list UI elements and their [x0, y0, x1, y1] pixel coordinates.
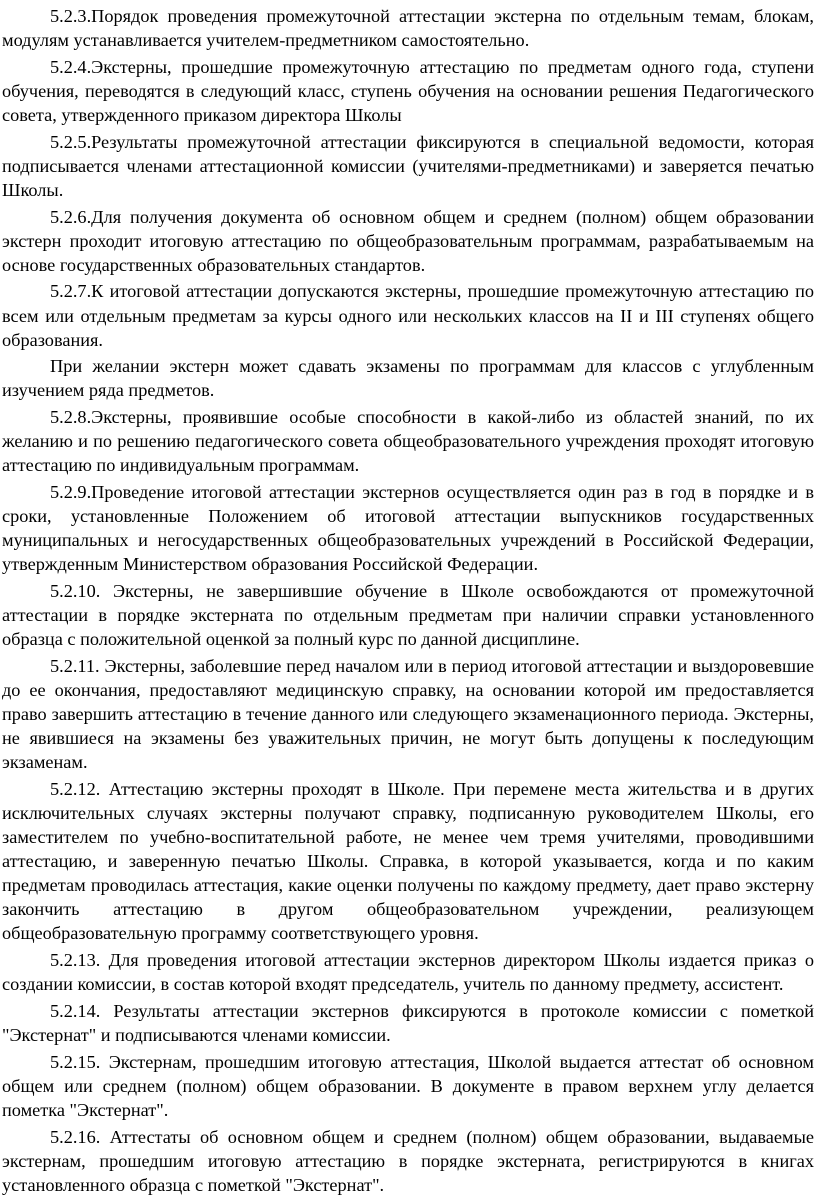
paragraph-5-2-10: 5.2.10. Экстерны, не завершившие обучение в Школе освобождаются от промежуточной аттестации в порядке экстерната по отдельным предметам при наличии справки установленного образца с положительной оценкой за полный курс по данной дисциплине. [2, 580, 814, 650]
paragraph-5-2-15: 5.2.15. Экстернам, прошедшим итоговую аттестация, Школой выдается аттестат об основном общем или среднем (полном) общем образовании. В документе в правом верхнем углу делается пометка "Экстернат". [2, 1051, 814, 1120]
paragraph-5-2-13: 5.2.13. Для проведения итоговой аттестации экстернов директором Школы издается приказ о создании комиссии, в состав которой входят председатель, учитель по данному предмету, ассистент. [2, 950, 814, 995]
paragraph-5-2-11: 5.2.11. Экстерны, заболевшие перед началом или в период итоговой аттестации и выздоровевшие до ее окончания, предоставляют медицинскую справку, на основании которой им предоставляется право завершить аттестацию в течение данного или следующего экзаменационного периода. Экстерны, не явившиеся на экзамены без уважительных причин, не могут быть допущены к последующим экзаменам. [2, 655, 814, 773]
paragraph-5-2-3: 5.2.3.Порядок проведения промежуточной аттестации экстерна по отдельным темам, блокам, модулям устанавливается учителем-предметником самостоятельно. [2, 6, 814, 51]
paragraph-5-2-4: 5.2.4.Экстерны, прошедшие промежуточную аттестацию по предметам одного года, ступени обучения, переводятся в следующий класс, ступень обучения на основании решения Педагогического совета, утвержденного приказом директора Школы [2, 56, 814, 125]
paragraph-5-2-6: 5.2.6.Для получения документа об основном общем и среднем (полном) общем образовании экстерн проходит итоговую аттестацию по общеобразовательным программам, разрабатываемым на основе государственных образовательных стандартов. [2, 206, 814, 275]
paragraph-5-2-8: 5.2.8.Экстерны, проявившие особые способности в какой-либо из областей знаний, по их желанию и по решению педагогического совета общеобразовательного учреждения проходят итоговую аттестацию по индивидуальным программам. [2, 407, 814, 476]
paragraph-5-2-12: 5.2.12. Аттестацию экстерны проходят в Школе. При перемене места жительства и в других исключительных случаях экстерны получают справку, подписанную руководителем Школы, его заместителем по учебно-воспитательной работе, не менее чем тремя учителями, проводившими аттестацию, и заверенную печатью Школы. Справка, в которой указывается, когда и по каким предметам проводилась аттестация, какие оценки получены по каждому предмету, дает право экстерну закончить аттестацию в другом общеобразовательном учреждении, реализующем общеобразовательную программу соответствующего уровня. [2, 778, 814, 944]
paragraph-5-2-7: 5.2.7.К итоговой аттестации допускаются экстерны, прошедшие промежуточную аттестацию по всем или отдельным предметам за курсы одного или нескольких классов на II и III ступенях общего образования. [2, 281, 814, 350]
paragraph-5-2-14: 5.2.14. Результаты аттестации экстернов фиксируются в протоколе комиссии с пометкой "Экстернат" и подписываются членами комиссии. [2, 1000, 814, 1045]
paragraph-5-2-7-note: При желании экстерн может сдавать экзамены по программам для классов с углубленным изучением ряда предметов. [2, 356, 814, 401]
paragraph-5-2-9: 5.2.9.Проведение итоговой аттестации экстернов осуществляется один раз в год в порядке и в сроки, установленные Положением об итоговой аттестации выпускников государственных муниципальных и негосударственных общеобразовательных учреждений в Российской Федерации, утвержденным Министерством образования Российской Федерации. [2, 481, 814, 575]
paragraph-5-2-16: 5.2.16. Аттестаты об основном общем и среднем (полном) общем образовании, выдаваемые экстернам, прошедшим итоговую аттестацию в порядке экстерната, регистрируются в книгах установленного образца с пометкой "Экстернат". [2, 1126, 814, 1195]
paragraph-5-2-5: 5.2.5.Результаты промежуточной аттестации фиксируются в специальной ведомости, которая подписывается членами аттестационной комиссии (учителями-предметниками) и заверяется печатью Школы. [2, 131, 814, 200]
